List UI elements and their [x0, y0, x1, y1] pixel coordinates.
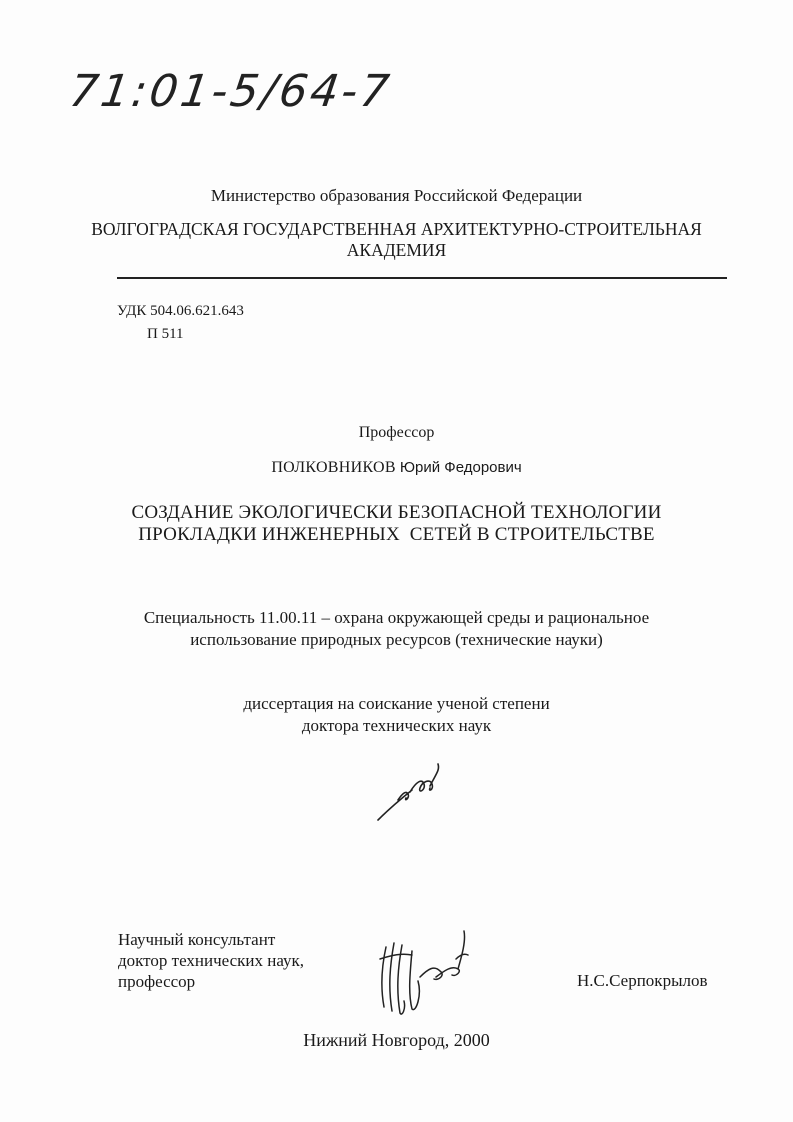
consultant-title: профессор [118, 972, 196, 991]
archive-number: 71:01-5/64-7 [66, 66, 395, 117]
author-surname: ПОЛКОВНИКОВ [271, 459, 396, 476]
consultant-degree: доктор технических наук, [118, 951, 305, 970]
ministry-name: Министерство образования Российской Федерации [210, 186, 583, 205]
index-code: П 511 [147, 326, 184, 342]
academy-line-2: АКАДЕМИЯ [346, 240, 447, 260]
academy-line-1: ВОЛГОГРАДСКАЯ ГОСУДАРСТВЕННАЯ АРХИТЕКТУРНО-СТРОИТЕЛЬНАЯ [91, 219, 702, 239]
specialty-line-2: использование природных ресурсов (технические науки) [190, 630, 603, 649]
specialty [0, 607, 793, 651]
academy-name [0, 219, 793, 261]
consultant-name: Н.С.Серпокрылов [577, 971, 708, 990]
city-year: Нижний Новгород, 2000 [303, 1030, 490, 1050]
title-line-1: СОЗДАНИЕ ЭКОЛОГИЧЕСКИ БЕЗОПАСНОЙ ТЕХНОЛОГИИ [131, 502, 662, 523]
author-name [0, 459, 793, 477]
consultant-role: Научный консультант [118, 930, 276, 949]
author-rank: Профессор [358, 424, 435, 441]
specialty-line-1: Специальность 11.00.11 – охрана окружающей среды и рациональное [143, 608, 650, 627]
dissertation-title [0, 502, 793, 546]
author-initials-signature [372, 760, 452, 826]
degree-line-2: доктора технических наук [301, 716, 492, 735]
scientific-consultant [118, 929, 304, 992]
degree-statement [0, 693, 793, 737]
degree-line-1: диссертация на соискание ученой степени [243, 694, 550, 713]
consultant-signature [372, 925, 472, 1020]
header-divider [117, 277, 727, 279]
udk-code: УДК 504.06.621.643 [117, 303, 244, 319]
author-given-names: Юрий Федорович [399, 459, 522, 476]
title-line-2: ПРОКЛАДКИ ИНЖЕНЕРНЫХ СЕТЕЙ В СТРОИТЕЛЬСТВЕ [138, 524, 655, 545]
